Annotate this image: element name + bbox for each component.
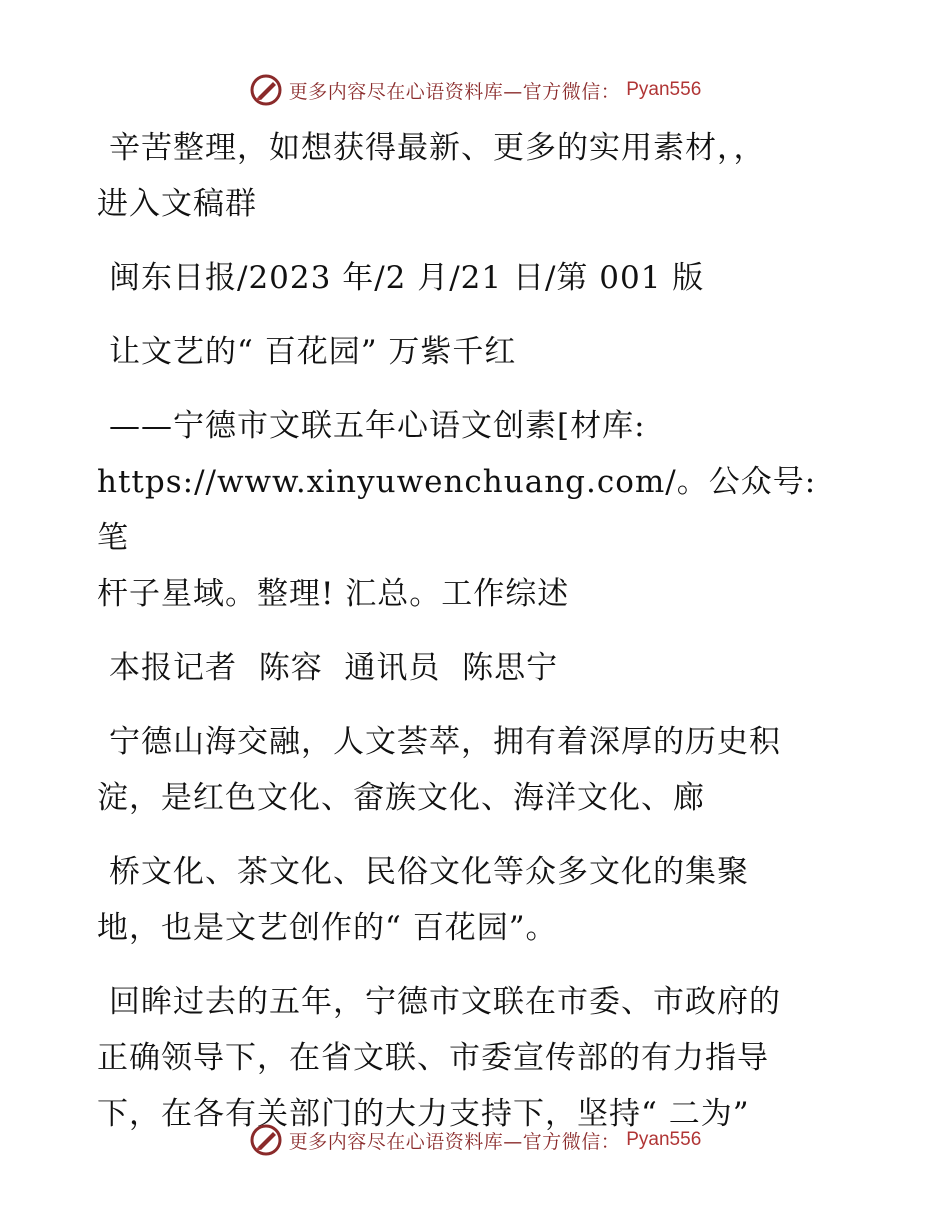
article-title (97, 324, 837, 380)
text-line: 辛苦整理，如想获得最新、更多的实用素材，， (109, 130, 766, 166)
article-subtitle (97, 398, 837, 622)
text-line: 宁德山海交融，人文荟萃，拥有着深厚的历史积 (109, 724, 781, 760)
article-body (97, 120, 837, 1142)
text-line: 进入文稿群 (97, 186, 257, 222)
byline (97, 640, 837, 696)
footer-banner (0, 1120, 950, 1160)
text-line: 正确领导下，在省文联、市委宣传部的有力指导 (97, 1040, 769, 1076)
pen-seal-icon (249, 73, 283, 107)
header-banner (0, 70, 950, 110)
text-line: 桥文化、茶文化、民俗文化等众多文化的集聚 (109, 854, 749, 890)
paragraph-body (97, 844, 837, 956)
text-line: 杆子星域。整理! 汇总。工作综述 (97, 576, 570, 612)
paragraph-source (97, 250, 837, 306)
text-line: 地，也是文艺创作的“ 百花园”。 (97, 910, 558, 946)
text-line: 下，在各有关部门的大力支持下，坚持“ 二为” (97, 1096, 750, 1132)
text-line: ——宁德市文联五年心语文创素[材库: (109, 408, 646, 444)
banner-text: 更多内容尽在心语资料库—官方微信： (288, 1130, 621, 1153)
pen-seal-icon (249, 1123, 283, 1157)
banner-contact: Pyan556 (626, 1129, 702, 1150)
text-line: 让文艺的“ 百花园” 万紫千红 (109, 334, 517, 370)
paragraph-body (97, 714, 837, 826)
paragraph-body (97, 974, 837, 1142)
text-line: 淀，是红色文化、畲族文化、海洋文化、廊 (97, 780, 705, 816)
banner-text: 更多内容尽在心语资料库—官方微信： (288, 80, 621, 103)
text-line: 闽东日报/2023 年/2 月/21 日/第 001 版 (109, 260, 705, 296)
paragraph-intro (97, 120, 837, 232)
text-line: https://www.xinyuwenchuang.com/。公众号: 笔 (97, 464, 817, 556)
banner-contact: Pyan556 (626, 79, 702, 100)
text-line: 回眸过去的五年，宁德市文联在市委、市政府的 (109, 984, 781, 1020)
text-line: 本报记者 陈容 通讯员 陈思宁 (109, 650, 559, 686)
